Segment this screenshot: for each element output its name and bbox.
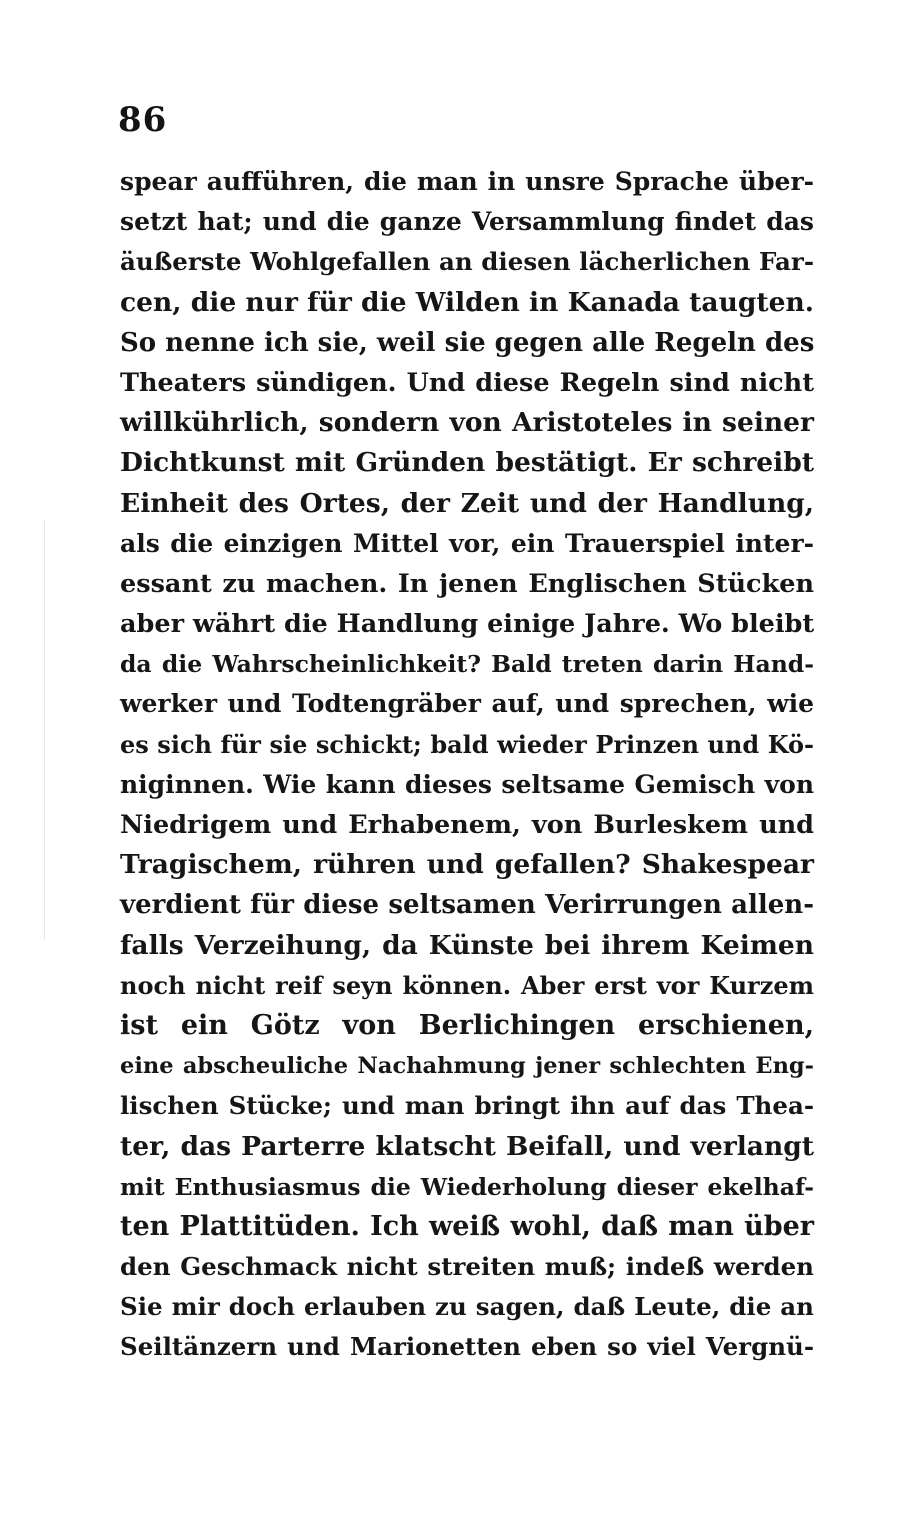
text-line: setzt hat; und die ganze Versammlung findet das xyxy=(120,207,814,237)
text-line: äußerste Wohlgefallen an diesen lächerlichen Far- xyxy=(120,247,814,277)
text-line: So nenne ich sie, weil sie gegen alle Regeln des xyxy=(120,327,815,358)
text-line: Sie mir doch erlauben zu sagen, daß Leute, die an xyxy=(120,1292,814,1322)
text-line: eine abscheuliche Nachahmung jener schlechten Eng- xyxy=(120,1053,814,1080)
text-line: ter, das Parterre klatscht Beifall, und verlangt xyxy=(120,1130,814,1162)
text-line: ten Plattitüden. Ich weiß wohl, daß man über xyxy=(120,1210,814,1242)
text-line: willkührlich, sondern von Aristoteles in seiner xyxy=(120,407,814,439)
text-line: Einheit des Ortes, der Zeit und der Handlung, xyxy=(120,487,814,519)
text-line: es sich für sie schickt; bald wieder Prinzen und Kö- xyxy=(120,729,814,759)
text-line: Theaters sündigen. Und diese Regeln sind nicht xyxy=(120,367,814,398)
text-line: Tragischem, rühren und gefallen? Shakespear xyxy=(120,849,814,881)
text-line: da die Wahrscheinlichkeit? Bald treten darin Hand- xyxy=(120,650,814,679)
text-line: verdient für diese seltsamen Verirrungen allen- xyxy=(120,890,814,921)
text-line: essant zu machen. In jenen Englischen Stücken xyxy=(120,568,814,599)
text-line: mit Enthusiasmus die Wiederholung dieser ekelhaf- xyxy=(120,1172,814,1201)
text-line: Dichtkunst mit Gründen bestätigt. Er schreibt xyxy=(120,447,814,479)
text-line: Niedrigem und Erhabenem, von Burleskem und xyxy=(120,810,814,840)
text-line: falls Verzeihung, da Künste bei ihrem Keimen xyxy=(120,929,814,961)
body-text xyxy=(120,162,814,1368)
text-line: ist ein Götz von Berlichingen erschienen, xyxy=(120,1009,814,1041)
text-line: aber währt die Handlung einige Jahre. Wo bleibt xyxy=(120,609,815,640)
text-line: cen, die nur für die Wilden in Kanada taugten. xyxy=(120,286,814,318)
text-line: noch nicht reif seyn können. Aber erst vor Kurzem xyxy=(120,970,814,1000)
text-line: Seiltänzern und Marionetten eben so viel Vergnü- xyxy=(120,1332,814,1362)
text-line: den Geschmack nicht streiten muß; indeß werden xyxy=(120,1252,814,1282)
text-line: spear aufführen, die man in unsre Sprache über- xyxy=(120,167,814,196)
text-line: als die einzigen Mittel vor, ein Trauerspiel inter- xyxy=(120,528,814,558)
text-line: niginnen. Wie kann dieses seltsame Gemisch von xyxy=(120,769,814,799)
text-line: werker und Todtengräber auf, und sprechen, wie xyxy=(120,689,814,719)
text-line: lischen Stücke; und man bringt ihn auf das Thea- xyxy=(120,1091,814,1121)
gutter-shadow xyxy=(44,520,45,940)
page-number: 86 xyxy=(118,100,168,140)
